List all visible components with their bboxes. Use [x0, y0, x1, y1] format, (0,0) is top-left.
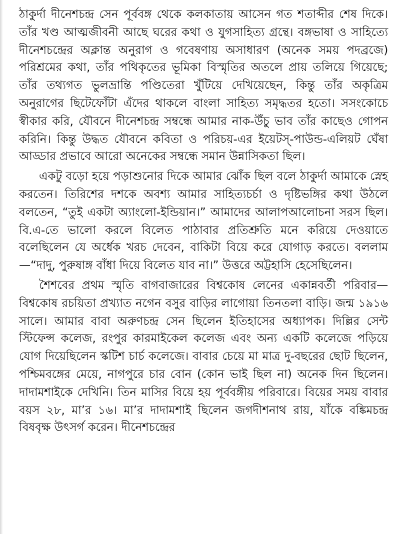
paragraph-childhood-conversations: একটু বড়ো হয়ে পড়াশুনোর দিকে আমার ঝোঁক ছিল বলে ঠাকুর্দা আমাকে স্নেহ করতেন। তিরিশের দশকে অবশ্য আমার সাহিত্যচর্চা ও দৃষ্টিভঙ্গির কথা উঠলে বলতেন, “তুই একটা অ্যাংলো-ইন্ডিয়ান।” আমাদের আলাপআলোচনা সরস ছিল। বি.এ-তে ভালো করলে বিলেত পাঠাবার প্রতিশ্রুতি মনে করিয়ে দেওয়াতে বলেছিলেন যে অর্ধেক খরচ দেবেন, বাকিটা বিয়ে করে যোগাড় করতে। বললাম—“দাদু, পুরুষাঙ্গ বাঁধা দিয়ে বিলেত যাব না।” উত্তরে অট্টহাসি হেসেছিলেন।	[19, 169, 388, 273]
paragraph-grandfather: ঠাকুর্দা দীনেশচন্দ্র সেন পূর্ববঙ্গ থেকে কলকাতায় আসেন গত শতাব্দীর শেষ দিকে। তাঁর খণ্ড আত্মজীবনী আছে ঘরের কথা ও যুগসাহিত্য গ্রন্থে। বঙ্গভাষা ও সাহিত্যে দীনেশচন্দ্রের অক্লান্ত অনুরাগ ও গবেষণায় অসাধারণ (অনেক সময় পদব্রজে) পরিশ্রমের কথা, তাঁর পথিকৃতের ভূমিকা বিস্মৃতির অতলে প্রায় তলিয়ে গিয়েছে; তাঁর তথ্যগত ভুলভ্রান্তি পণ্ডিতেরা খুঁটিয়ে দেখিয়েছেন, কিন্তু তাঁর অকৃত্রিম অনুরাগের ছিটেফোঁটা এঁদের থাকলে বাংলা সাহিত্য সমৃদ্ধতর হতো। সসংকোচে স্বীকার করি, যৌবনে দীনেশচন্দ্র সম্বন্ধে আমার নাক-উঁচু ভাব তাঁর কাছেও গোপন করিনি। কিন্তু উদ্ধত যৌবনে কবিতা ও পরিচয়-এর ইয়েটস্-পাউন্ড-এলিয়ট ঘেঁষা আড্ডার প্রভাবে আরো অনেকের সম্বন্ধে সমান উন্নাসিকতা ছিল।	[19, 7, 388, 164]
paragraph-early-memories: শৈশবের প্রথম স্মৃতি বাগবাজারের বিশ্বকোষ লেনের একান্নবর্তী পরিবার—বিশ্বকোষ রচয়িতা প্রখ্যাত নগেন বসুর বাড়ির লাগোয়া তিনতলা বাড়ি। জন্ম ১৯১৬ সালে। আমার বাবা অরুণচন্দ্র সেন ছিলেন ইতিহাসের অধ্যাপক। দিল্লির সেন্ট স্টিফেন্স কলেজ, রংপুর কারমাইকেল কলেজ এবং অন্য একটি কলেজে পড়িয়ে যোগ দিয়েছিলেন স্কটিশ চার্চ কলেজে। বাবার চেয়ে মা মাত্র দু-বছরের ছোট ছিলেন, পশ্চিমবঙ্গের মেয়ে, নাগপুরে চার বোন (কোন ভাই ছিল না) অনেক দিন ছিলেন। দাদামশাইকে দেখিনি। তিন মাসির বিয়ে হয় পূর্ববঙ্গীয় পরিবারে। বিয়ের সময় বাবার বয়স ২৮, মা’র ১৬। মা’র দাদামশাই ছিলেন জগদীশনাথ রায়, যাঁকে বঙ্কিমচন্দ্র বিষবৃক্ষ উৎসর্গ করেন। দীনেশচন্দ্রের	[19, 277, 388, 435]
page-edge-shadow	[0, 0, 3, 534]
